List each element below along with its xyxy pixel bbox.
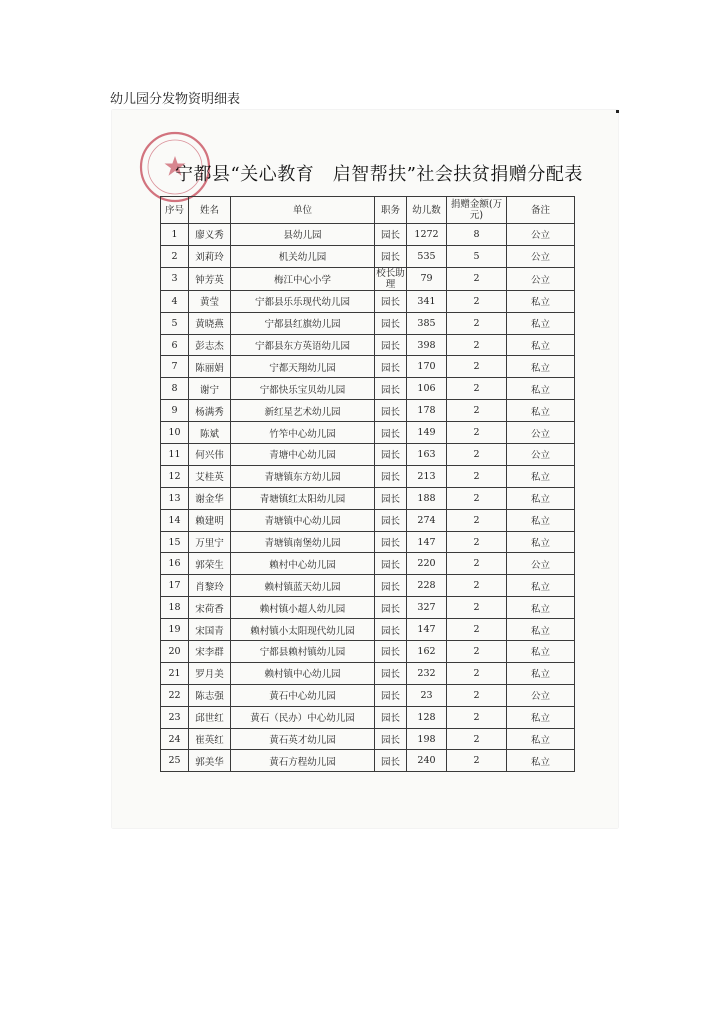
cell-unit: 青塘镇中心幼儿园 <box>231 509 375 531</box>
cell-children: 128 <box>407 706 447 728</box>
table-title: 宁都县“关心教育 启智帮扶”社会扶贫捐赠分配表 <box>175 164 583 185</box>
cell-amount: 2 <box>447 728 507 750</box>
cell-note: 私立 <box>507 728 575 750</box>
cell-index: 21 <box>161 662 189 684</box>
cell-name: 黄莹 <box>189 290 231 312</box>
table-row <box>161 465 575 487</box>
cell-unit: 宁都快乐宝贝幼儿园 <box>231 378 375 400</box>
cell-position: 园长 <box>375 597 407 619</box>
cell-amount: 2 <box>447 509 507 531</box>
cell-amount: 2 <box>447 684 507 706</box>
cell-position: 园长 <box>375 224 407 246</box>
cell-children: 228 <box>407 575 447 597</box>
cell-position: 园长 <box>375 684 407 706</box>
cell-note: 公立 <box>507 684 575 706</box>
cell-note: 公立 <box>507 553 575 575</box>
cell-children: 220 <box>407 553 447 575</box>
table-row <box>161 728 575 750</box>
header-name: 姓名 <box>189 197 231 224</box>
cell-position: 校长助理 <box>376 267 405 290</box>
cell-index: 6 <box>161 334 189 356</box>
cell-children: 385 <box>407 312 447 334</box>
cell-index: 5 <box>161 312 189 334</box>
cell-note: 私立 <box>507 575 575 597</box>
cell-unit: 赖村镇小太阳现代幼儿园 <box>231 619 375 641</box>
cell-note: 公立 <box>507 245 575 267</box>
cell-note: 私立 <box>507 619 575 641</box>
header-index: 序号 <box>161 197 189 224</box>
table-row <box>161 378 575 400</box>
cell-children: 240 <box>407 750 447 772</box>
cell-unit: 赖村镇中心幼儿园 <box>231 662 375 684</box>
table-row <box>161 662 575 684</box>
cell-position: 园长 <box>375 531 407 553</box>
cell-unit: 黄石中心幼儿园 <box>231 684 375 706</box>
cell-index: 9 <box>161 400 189 422</box>
table-row <box>161 553 575 575</box>
cell-index: 25 <box>161 750 189 772</box>
cell-name: 何兴伟 <box>189 444 231 466</box>
table-row <box>161 267 575 290</box>
cell-note: 私立 <box>507 487 575 509</box>
cell-children: 163 <box>407 444 447 466</box>
table-row <box>161 509 575 531</box>
table-row <box>161 706 575 728</box>
cell-amount: 2 <box>447 575 507 597</box>
cell-amount: 8 <box>447 224 507 246</box>
cell-children: 106 <box>407 378 447 400</box>
cell-unit: 青塘镇南堡幼儿园 <box>231 531 375 553</box>
table-row <box>161 400 575 422</box>
cell-unit: 青塘镇红太阳幼儿园 <box>231 487 375 509</box>
cell-unit: 赖村镇小超人幼儿园 <box>231 597 375 619</box>
cell-children: 178 <box>407 400 447 422</box>
table-row <box>161 356 575 378</box>
cell-index: 19 <box>161 619 189 641</box>
cell-position: 园长 <box>375 706 407 728</box>
cell-children: 23 <box>407 684 447 706</box>
cell-position: 园长 <box>375 465 407 487</box>
cell-unit: 黄石英才幼儿园 <box>231 728 375 750</box>
cell-children: 188 <box>407 487 447 509</box>
donation-table <box>160 196 575 772</box>
cell-unit: 赖村中心幼儿园 <box>231 553 375 575</box>
cell-index: 15 <box>161 531 189 553</box>
cell-index: 18 <box>161 597 189 619</box>
document-caption: 幼儿园分发物资明细表 <box>110 92 241 107</box>
cell-amount: 2 <box>447 465 507 487</box>
cell-amount: 2 <box>447 706 507 728</box>
cell-index: 23 <box>161 706 189 728</box>
cell-children: 398 <box>407 334 447 356</box>
cell-position: 园长 <box>375 619 407 641</box>
cell-note: 私立 <box>507 400 575 422</box>
cell-name: 谢宁 <box>189 378 231 400</box>
cell-position: 园长 <box>375 245 407 267</box>
cell-note: 私立 <box>507 750 575 772</box>
cell-index: 7 <box>161 356 189 378</box>
cell-children: 198 <box>407 728 447 750</box>
cell-note: 私立 <box>507 531 575 553</box>
cell-children: 1272 <box>407 224 447 246</box>
cell-position: 园长 <box>375 487 407 509</box>
cell-name: 万里宁 <box>189 531 231 553</box>
cell-amount: 2 <box>447 400 507 422</box>
cell-note: 私立 <box>507 706 575 728</box>
cell-amount: 2 <box>447 378 507 400</box>
table-row <box>161 750 575 772</box>
cell-note: 私立 <box>507 509 575 531</box>
cell-unit: 梅江中心小学 <box>231 267 375 290</box>
cell-note: 公立 <box>507 444 575 466</box>
cell-note: 公立 <box>507 224 575 246</box>
cell-name: 宋国青 <box>189 619 231 641</box>
cell-position: 园长 <box>375 509 407 531</box>
cell-amount: 2 <box>447 619 507 641</box>
cell-name: 郭美华 <box>189 750 231 772</box>
cell-amount: 2 <box>447 597 507 619</box>
cell-note: 私立 <box>507 465 575 487</box>
table-row <box>161 619 575 641</box>
cell-amount: 2 <box>447 312 507 334</box>
cell-children: 162 <box>407 641 447 663</box>
cell-note: 私立 <box>507 378 575 400</box>
cell-note: 私立 <box>507 312 575 334</box>
cell-position: 园长 <box>375 728 407 750</box>
table-row <box>161 444 575 466</box>
cell-children: 170 <box>407 356 447 378</box>
cell-children: 213 <box>407 465 447 487</box>
cell-amount: 2 <box>447 531 507 553</box>
cell-amount: 2 <box>447 334 507 356</box>
cell-amount: 2 <box>447 750 507 772</box>
cell-position: 园长 <box>375 575 407 597</box>
cell-index: 14 <box>161 509 189 531</box>
cell-index: 24 <box>161 728 189 750</box>
cell-index: 20 <box>161 641 189 663</box>
cell-index: 10 <box>161 422 189 444</box>
cell-name: 陈丽娟 <box>189 356 231 378</box>
cell-unit: 黄石（民办）中心幼儿园 <box>231 706 375 728</box>
cell-note: 公立 <box>507 267 575 290</box>
table-row <box>161 641 575 663</box>
cell-children: 147 <box>407 619 447 641</box>
cell-position: 园长 <box>375 334 407 356</box>
cell-name: 艾桂英 <box>189 465 231 487</box>
cell-index: 22 <box>161 684 189 706</box>
cell-unit: 宁都县乐乐现代幼儿园 <box>231 290 375 312</box>
table-row <box>161 312 575 334</box>
cell-index: 13 <box>161 487 189 509</box>
cell-unit: 新红星艺术幼儿园 <box>231 400 375 422</box>
cell-position: 园长 <box>375 400 407 422</box>
cell-amount: 2 <box>447 267 507 290</box>
cell-children: 232 <box>407 662 447 684</box>
cell-position: 园长 <box>375 356 407 378</box>
header-position: 职务 <box>375 197 407 224</box>
table-row <box>161 245 575 267</box>
table-row <box>161 531 575 553</box>
table-row <box>161 487 575 509</box>
cell-position: 园长 <box>375 553 407 575</box>
table-row <box>161 575 575 597</box>
cell-amount: 2 <box>447 422 507 444</box>
table-row <box>161 334 575 356</box>
table-row <box>161 422 575 444</box>
cell-index: 3 <box>161 267 189 290</box>
table-header-row <box>161 197 575 224</box>
cell-amount: 2 <box>447 641 507 663</box>
cell-index: 11 <box>161 444 189 466</box>
header-children: 幼儿数 <box>407 197 447 224</box>
cell-amount: 2 <box>447 662 507 684</box>
cell-children: 327 <box>407 597 447 619</box>
cell-note: 私立 <box>507 290 575 312</box>
cell-note: 公立 <box>507 422 575 444</box>
table-row <box>161 597 575 619</box>
cell-name: 宋李群 <box>189 641 231 663</box>
table-row <box>161 224 575 246</box>
cell-amount: 2 <box>447 356 507 378</box>
cell-name: 肖黎玲 <box>189 575 231 597</box>
cell-name: 谢金华 <box>189 487 231 509</box>
cell-index: 2 <box>161 245 189 267</box>
cell-name: 钟芳英 <box>189 267 231 290</box>
scan-artifact-dot <box>616 110 619 113</box>
cell-position: 园长 <box>375 641 407 663</box>
cell-unit: 宁都县赖村镇幼儿园 <box>231 641 375 663</box>
cell-note: 私立 <box>507 662 575 684</box>
cell-name: 邱世红 <box>189 706 231 728</box>
cell-index: 1 <box>161 224 189 246</box>
cell-index: 8 <box>161 378 189 400</box>
cell-children: 341 <box>407 290 447 312</box>
cell-position: 园长 <box>375 662 407 684</box>
cell-children: 147 <box>407 531 447 553</box>
cell-amount: 2 <box>447 290 507 312</box>
cell-unit: 青塘中心幼儿园 <box>231 444 375 466</box>
cell-amount: 5 <box>447 245 507 267</box>
cell-unit: 宁都县东方英语幼儿园 <box>231 334 375 356</box>
cell-note: 私立 <box>507 334 575 356</box>
cell-unit: 县幼儿园 <box>231 224 375 246</box>
cell-name: 罗月美 <box>189 662 231 684</box>
cell-children: 535 <box>407 245 447 267</box>
table-row <box>161 290 575 312</box>
cell-amount: 2 <box>447 444 507 466</box>
cell-name: 杨满秀 <box>189 400 231 422</box>
cell-children: 149 <box>407 422 447 444</box>
header-unit: 单位 <box>231 197 375 224</box>
cell-note: 私立 <box>507 641 575 663</box>
header-amount: 捐赠金额(万元) <box>447 197 507 224</box>
cell-name: 刘莉玲 <box>189 245 231 267</box>
cell-name: 陈志强 <box>189 684 231 706</box>
cell-index: 17 <box>161 575 189 597</box>
cell-note: 私立 <box>507 597 575 619</box>
table-body <box>161 224 575 772</box>
cell-amount: 2 <box>447 553 507 575</box>
cell-position: 园长 <box>375 378 407 400</box>
cell-index: 4 <box>161 290 189 312</box>
cell-amount: 2 <box>447 487 507 509</box>
cell-name: 陈斌 <box>189 422 231 444</box>
cell-position: 园长 <box>375 290 407 312</box>
cell-name: 宋荷香 <box>189 597 231 619</box>
cell-position: 园长 <box>375 750 407 772</box>
cell-name: 郭荣生 <box>189 553 231 575</box>
cell-unit: 黄石方程幼儿园 <box>231 750 375 772</box>
cell-unit: 青塘镇东方幼儿园 <box>231 465 375 487</box>
cell-unit: 宁都天翔幼儿园 <box>231 356 375 378</box>
header-note: 备注 <box>507 197 575 224</box>
cell-name: 崔英红 <box>189 728 231 750</box>
cell-position: 园长 <box>375 444 407 466</box>
cell-unit: 机关幼儿园 <box>231 245 375 267</box>
cell-position: 园长 <box>375 422 407 444</box>
cell-index: 12 <box>161 465 189 487</box>
cell-name: 赖建明 <box>189 509 231 531</box>
cell-name: 彭志杰 <box>189 334 231 356</box>
cell-note: 私立 <box>507 356 575 378</box>
cell-name: 廖义秀 <box>189 224 231 246</box>
cell-children: 274 <box>407 509 447 531</box>
cell-unit: 宁都县红旗幼儿园 <box>231 312 375 334</box>
table-row <box>161 684 575 706</box>
cell-children: 79 <box>407 267 447 290</box>
cell-name: 黄晓燕 <box>189 312 231 334</box>
cell-unit: 竹笮中心幼儿园 <box>231 422 375 444</box>
cell-position: 园长 <box>375 312 407 334</box>
cell-index: 16 <box>161 553 189 575</box>
cell-unit: 赖村镇蓝天幼儿园 <box>231 575 375 597</box>
